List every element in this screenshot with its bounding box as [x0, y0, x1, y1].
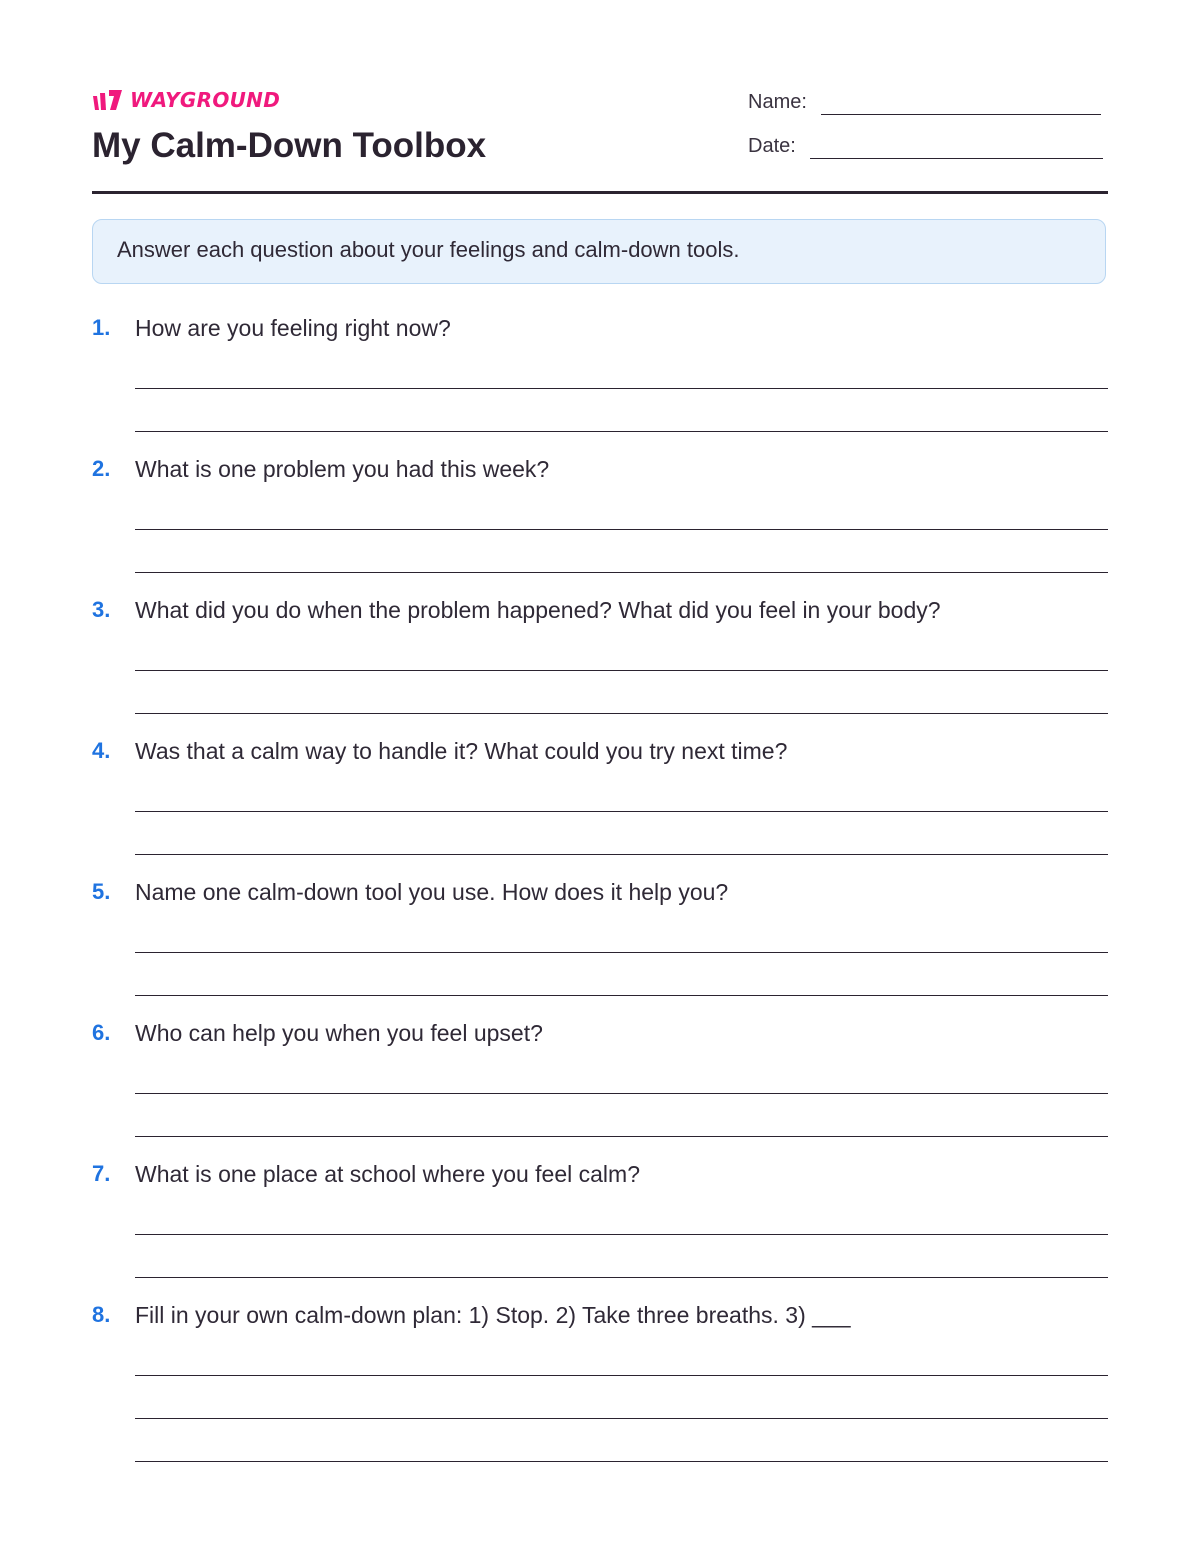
question-number: 2. — [92, 456, 111, 481]
answer-line[interactable] — [135, 431, 1108, 432]
answer-line[interactable] — [135, 1461, 1108, 1462]
wayground-logo-icon — [92, 88, 124, 112]
question-text: Was that a calm way to handle it? What could you try next time? — [135, 738, 788, 764]
question-text: Who can help you when you feel upset? — [135, 1020, 543, 1046]
instructions-text: Answer each question about your feelings and calm-down tools. — [117, 237, 740, 262]
answer-line[interactable] — [135, 995, 1108, 996]
answer-line[interactable] — [135, 572, 1108, 573]
question-text: How are you feeling right now? — [135, 315, 451, 341]
answer-line[interactable] — [135, 952, 1108, 953]
question-number: 7. — [92, 1161, 111, 1186]
instructions-box — [92, 219, 1106, 284]
answer-line[interactable] — [135, 670, 1108, 671]
date-label: Date: — [748, 135, 796, 157]
date-field — [748, 132, 1103, 159]
question-number: 1. — [92, 315, 111, 340]
question-text: Name one calm-down tool you use. How does it help you? — [135, 879, 729, 905]
question-number: 3. — [92, 597, 111, 622]
question-number: 4. — [92, 738, 111, 763]
answer-line[interactable] — [135, 529, 1108, 530]
question-text: Fill in your own calm-down plan: 1) Stop. 2) Take three breaths. 3) ___ — [135, 1302, 851, 1328]
answer-line[interactable] — [135, 1093, 1108, 1094]
answer-line[interactable] — [135, 854, 1108, 855]
brand-wordmark: WAYGROUND — [130, 88, 281, 112]
answer-line[interactable] — [135, 1136, 1108, 1137]
answer-line[interactable] — [135, 1277, 1108, 1278]
brand-logo — [92, 86, 280, 114]
worksheet-page — [92, 0, 1108, 1552]
answer-line[interactable] — [135, 388, 1108, 389]
header-divider — [92, 191, 1108, 194]
question-text: What is one place at school where you feel calm? — [135, 1161, 640, 1187]
answer-line[interactable] — [135, 1234, 1108, 1235]
question-number: 6. — [92, 1020, 111, 1045]
name-label: Name: — [748, 91, 807, 113]
question-number: 8. — [92, 1302, 111, 1327]
name-field — [748, 88, 1101, 115]
page-title: My Calm-Down Toolbox — [92, 126, 487, 165]
name-write-line[interactable] — [821, 88, 1101, 115]
answer-line[interactable] — [135, 1418, 1108, 1419]
answer-line[interactable] — [135, 811, 1108, 812]
question-text: What did you do when the problem happened? What did you feel in your body? — [135, 597, 941, 623]
date-write-line[interactable] — [810, 132, 1103, 159]
question-text: What is one problem you had this week? — [135, 456, 550, 482]
answer-line[interactable] — [135, 713, 1108, 714]
question-number: 5. — [92, 879, 111, 904]
answer-line[interactable] — [135, 1375, 1108, 1376]
